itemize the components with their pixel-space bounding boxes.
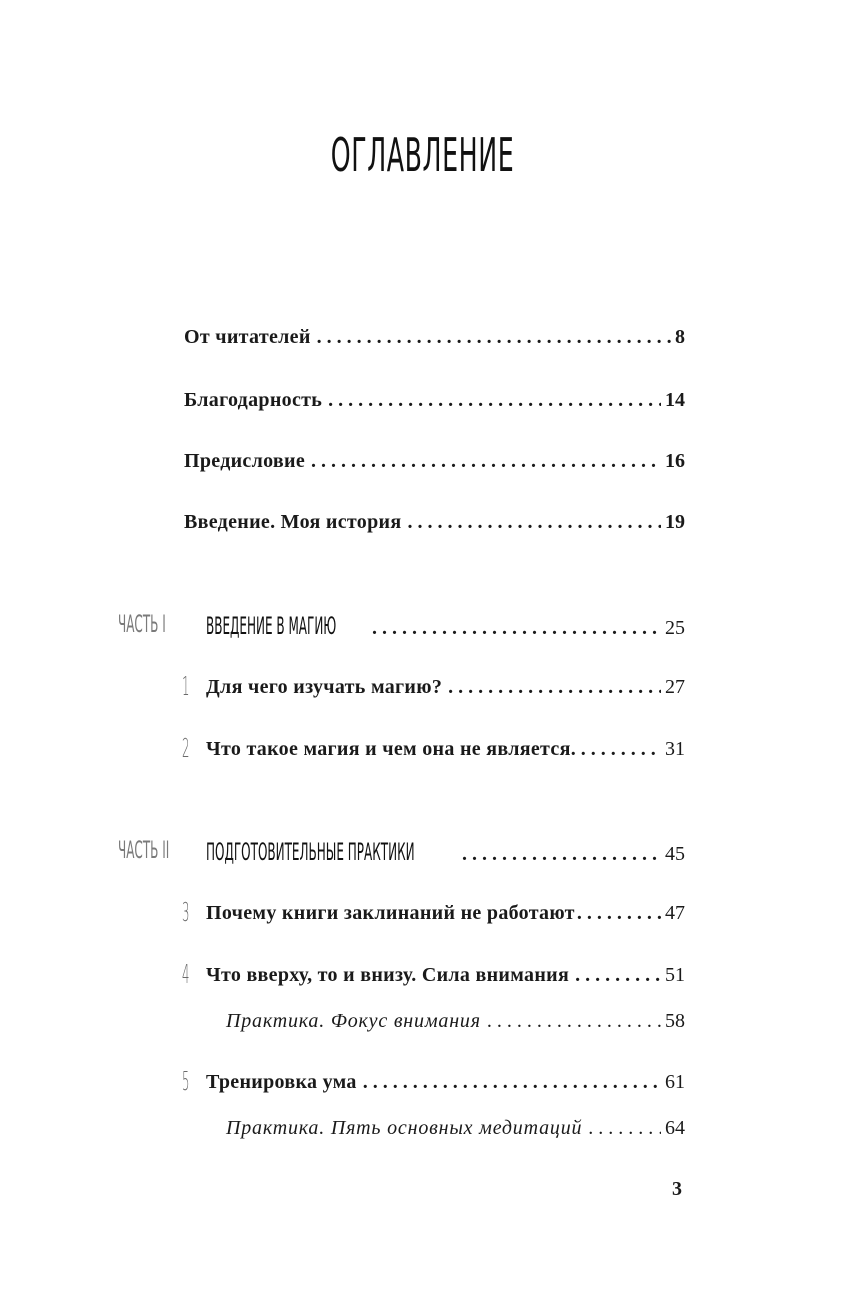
toc-practice-label: Практика. Фокус внимания [226,1010,481,1032]
toc-entry-from-readers[interactable] [184,326,685,349]
toc-entry-introduction[interactable] [184,511,685,534]
toc-page-number: 64 [665,1117,685,1139]
toc-page-number: 25 [665,617,685,639]
dot-leader [363,1071,661,1094]
toc-entry-label: От читателей [184,326,311,348]
toc-part-1[interactable] [206,612,685,640]
chapter-number: 5 [182,1067,190,1097]
toc-entry-label: Введение. Моя история [184,511,402,533]
toc-chapter-4[interactable] [206,964,685,987]
page-title: ОГЛАВЛЕНИЕ [330,128,515,182]
toc-entry-label: Предисловие [184,450,306,472]
toc-chapter-1[interactable] [206,676,685,699]
part-title: ВВЕДЕНИЕ В МАГИЮ [206,612,337,640]
part-title-container [206,612,372,640]
toc-page-number: 51 [665,964,685,986]
dot-leader [575,964,661,987]
toc-practice-five-meditations[interactable] [226,1117,685,1140]
toc-page-number: 16 [665,450,685,472]
toc-page-number: 27 [665,676,685,698]
toc-chapter-3[interactable] [206,902,685,925]
toc-part-2[interactable] [206,838,685,866]
toc-entry-label: Для чего изучать магию? [206,676,443,698]
toc-page-number: 58 [665,1010,685,1032]
toc-entry-label: Почему книги заклинаний не работают [206,902,575,924]
toc-entry-acknowledgements[interactable] [184,389,685,412]
toc-practice-attention-focus[interactable] [226,1010,685,1033]
chapter-number: 4 [182,960,190,990]
dot-leader [448,676,661,699]
dot-leader [311,450,661,473]
toc-entry-label: Что вверху, то и внизу. Сила внимания [206,964,570,986]
dot-leader [407,511,661,534]
dot-leader [372,617,661,640]
toc-entry-label: Что такое магия и чем она не является [206,738,571,760]
toc-chapter-2[interactable] [206,738,685,761]
toc-entry-foreword[interactable] [184,450,685,473]
part-label: ЧАСТЬ I [118,610,166,638]
dot-leader [577,902,661,925]
chapter-number: 1 [182,672,190,702]
page-folio: 3 [672,1178,682,1200]
toc-page-number: 8 [675,326,685,348]
part-label: ЧАСТЬ II [118,836,170,864]
chapter-number: 3 [182,898,190,928]
toc-entry-label: Благодарность [184,389,323,411]
part-title: ПОДГОТОВИТЕЛЬНЫЕ ПРАКТИКИ [206,838,415,866]
toc-page-number: 14 [665,389,685,411]
part-title-container [206,838,456,866]
dot-leader [317,326,671,349]
dot-leader [328,389,661,412]
dot-leader [462,843,661,866]
dot-leader [487,1010,661,1033]
toc-page-number: 31 [665,738,685,760]
dot-leader [571,738,661,761]
dot-leader [588,1117,661,1140]
chapter-number: 2 [182,734,190,764]
toc-chapter-5[interactable] [206,1071,685,1094]
toc-practice-label: Практика. Пять основных медитаций [226,1117,583,1139]
toc-page-number: 47 [665,902,685,924]
toc-page-number: 61 [665,1071,685,1093]
toc-page-number: 45 [665,843,685,865]
toc-entry-label: Тренировка ума [206,1071,357,1093]
toc-page-number: 19 [665,511,685,533]
